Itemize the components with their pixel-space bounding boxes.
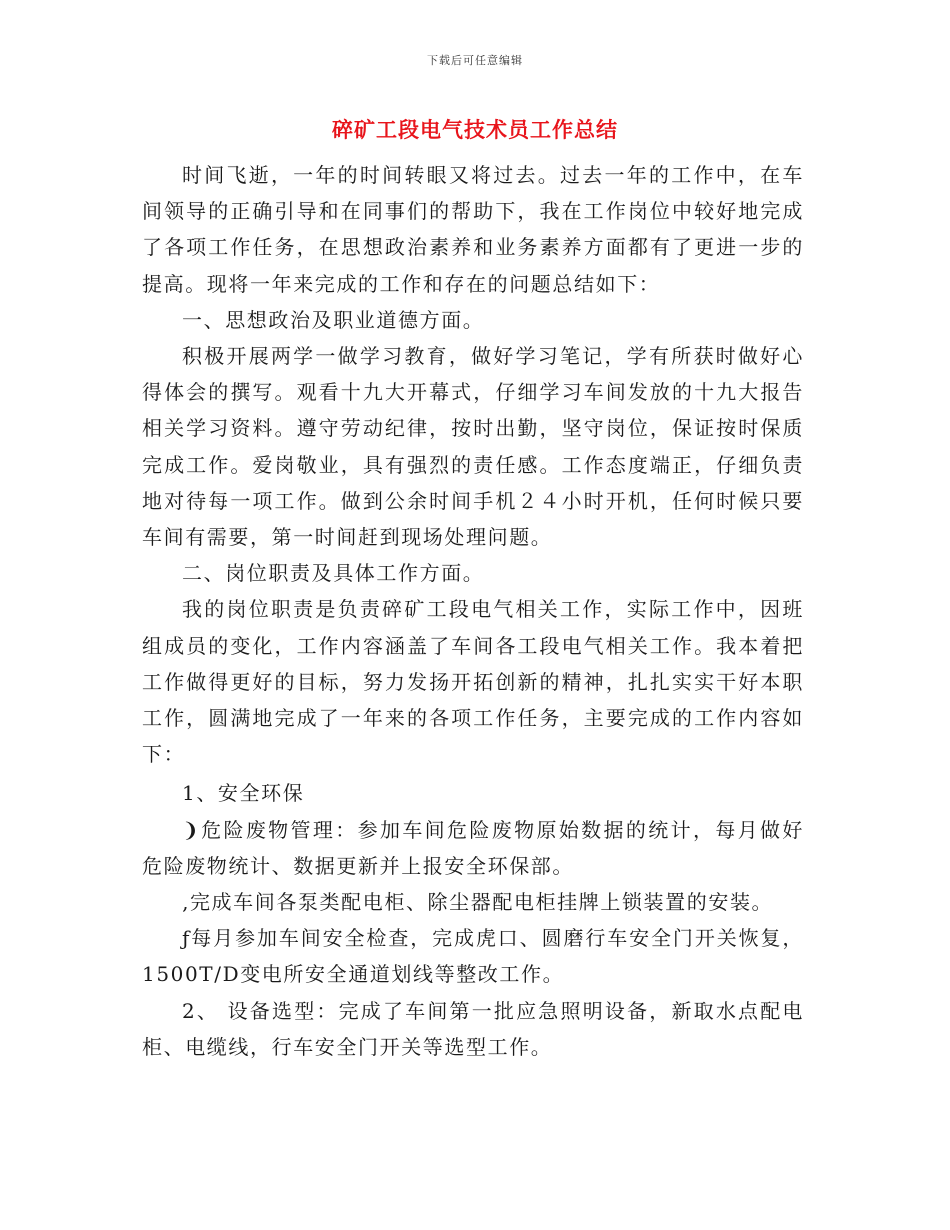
list-item-waste: ❩危险废物管理：参加车间危险废物原始数据的统计，每月做好危险废物统计、数据更新并上报安全环保部。 bbox=[142, 817, 804, 878]
list-item-inspection: ƒ每月参加车间安全检查，完成虎口、圆磨行车安全门开关恢复，1500T/D变电所安全通道划线等整改工作。 bbox=[142, 926, 804, 987]
paragraph-equipment: 2、 设备选型：完成了车间第一批应急照明设备，新取水点配电柜、电缆线，行车安全门开关等选型工作。 bbox=[142, 998, 804, 1059]
document-title: 碎矿工段电气技术员工作总结 bbox=[332, 117, 618, 142]
subheading-safety: 1、安全环保 bbox=[182, 781, 305, 806]
list-item-lockout: ‚完成车间各泵类配电柜、除尘器配电柜挂牌上锁装置的安装。 bbox=[182, 890, 774, 915]
paragraph-political: 积极开展两学一做学习教育，做好学习笔记，学有所获时做好心得体会的撰写。观看十九大开幕式，仔细学习车间发放的十九大报告相关学习资料。遵守劳动纪律，按时出勤，坚守岗位，保证按时保质完成工作。爱岗敬业，具有强烈的责任感。工作态度端正，仔细负责地对待每一项工作。做到公余时间手机２４小时开机，任何时候只要车间有需要，第一时间赶到现场处理问题。 bbox=[142, 344, 804, 550]
document-body bbox=[142, 157, 804, 1065]
paragraph-intro: 时间飞逝，一年的时间转眼又将过去。过去一年的工作中，在车间领导的正确引导和在同事们的帮助下，我在工作岗位中较好地完成了各项工作任务，在思想政治素养和业务素养方面都有了更进一步的提高。现将一年来完成的工作和存在的问题总结如下： bbox=[142, 163, 804, 296]
paragraph-duties: 我的岗位职责是负责碎矿工段电气相关工作，实际工作中，因班组成员的变化，工作内容涵盖了车间各工段电气相关工作。我本着把工作做得更好的目标，努力发扬开拓创新的精神，扎扎实实干好本职工作，圆满地完成了一年来的各项工作任务，主要完成的工作内容如下： bbox=[142, 597, 804, 767]
section-heading-2: 二、岗位职责及具体工作方面。 bbox=[182, 561, 485, 586]
header-note: 下载后可任意编辑 bbox=[427, 54, 523, 67]
section-heading-1: 一、思想政治及职业道德方面。 bbox=[182, 307, 485, 332]
